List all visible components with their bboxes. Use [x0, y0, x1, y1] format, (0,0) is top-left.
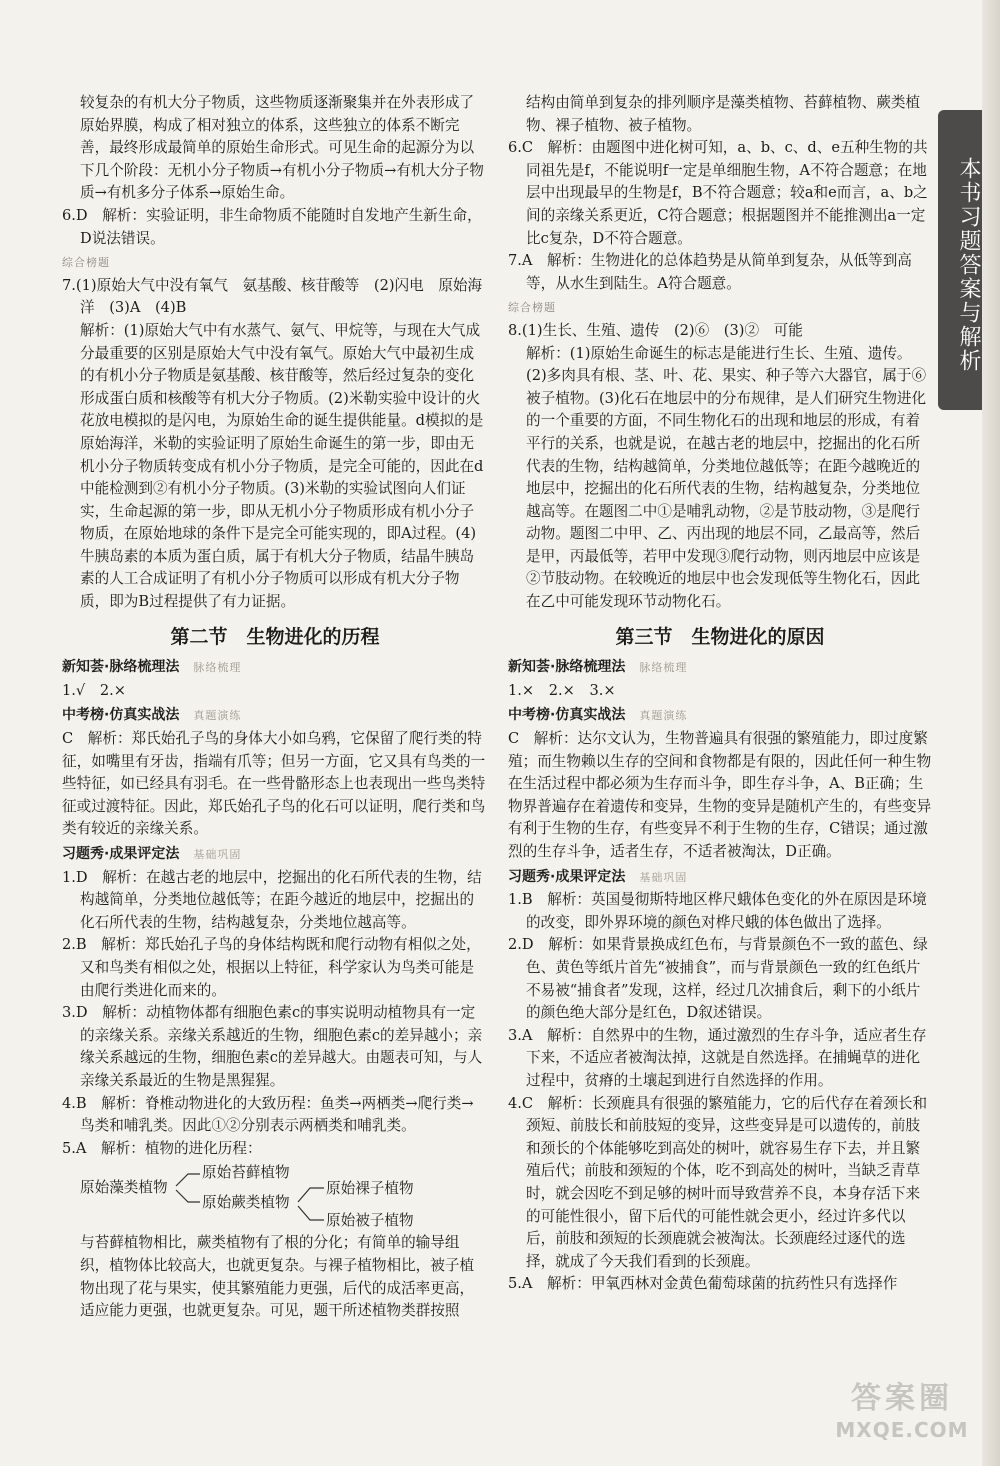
- answer-item: 4.B 解析：脊椎动物进化的大致历程：鱼类→两栖类→爬行类→鸟类和哺乳类。因此①②分别表示两栖类和哺乳类。: [62, 1094, 474, 1135]
- answer-item: 6.C 解析：由题图中进化树可知，a、b、c、d、e五种生物的共同祖先是f，不能说明f一定是单细胞生物，A不符合题意；在地层中出现最早的生物是f，B不符合题意；较a和e而言，a、b之间的亲缘关系更近，C符合题意；根据题图并不能推测出a一定比c复杂，D不符合题意。: [508, 139, 928, 247]
- answer-item: 4.C 解析：长颈鹿具有很强的繁殖能力，它的后代存在着颈长和颈短、前肢长和前肢短的变异，这些变异是可以遗传的，前肢和颈长的个体能够吃到高处的树叶，就容易生存下去，并且繁殖后代；前肢和颈短的个体，吃不到高处的树叶，当缺乏青草时，就会因吃不到足够的树叶而导致营养不良，本身存活下来的可能性很小，留下后代的可能性就会更小，经过许多代以后，前肢和颈短的长颈鹿就会被淘汰。长颈鹿经过逐代的选择，就成了今天我们看到的长颈鹿。: [508, 1094, 928, 1270]
- section-label: [62, 656, 488, 680]
- watermark-url: MXQE.COM: [835, 1418, 969, 1442]
- answer-item: 5.A 解析：甲氧西林对金黄色葡萄球菌的抗药性只有选择作: [508, 1275, 898, 1293]
- answer-item: 5.A 解析：植物的进化历程：: [62, 1139, 262, 1157]
- section-label-text: 中考榜·仿真实战法: [508, 707, 626, 724]
- section-label: [62, 704, 488, 728]
- tree-node-angio: 原始被子植物: [326, 1212, 414, 1230]
- tree-node-root: 原始藻类植物: [80, 1179, 168, 1197]
- tree-node-moss: 原始苔藓植物: [202, 1164, 290, 1182]
- section-tag: 真题演练: [639, 709, 688, 723]
- answer-item: 8.(1)生长、生殖、遗传 (2)⑥ (3)② 可能: [508, 321, 803, 339]
- answer-item: 1.B 解析：英国曼彻斯特地区桦尺蛾体色变化的外在原因是环境的改变，即外界环境的颜色对桦尺蛾的体色做出了选择。: [508, 891, 927, 931]
- section-label: [508, 866, 932, 890]
- section-label-text: 新知荟·脉络梳理法: [62, 659, 180, 676]
- section-tag: 真题演练: [193, 709, 242, 723]
- section-label: [508, 656, 932, 680]
- chapter-side-tab: 本书习题答案与解析: [938, 110, 982, 410]
- answer-explanation: 解析：(1)原始生命诞生的标志是能进行生长、生殖、遗传。(2)多肉具有根、茎、叶、花、果实、种子等六大器官，属于⑥被子植物。(3)化石在地层中的分布规律，是人们研究生物进化的一个重要的方面，不同生物化石的出现和地层的形成，有着平行的关系，也就是说，在越古老的地层中，挖掘出的化石所代表的生物，结构越简单，分类地位越低等；在距今越晚近的地层中，挖掘出的化石所代表的生物，结构越复杂，分类地位越高等。在题图二中①是哺乳动物，②是节肢动物，③是爬行动物。题图二中甲、乙、丙出现的地层不同，乙最高等，然后是甲，丙最低等，若甲中发现③爬行动物，则丙地层中应该是②节肢动物。在较晚近的地层中也会发现低等生物化石，因此在乙中可能发现环节动物化石。: [526, 344, 927, 611]
- section-label-text: 新知荟·脉络梳理法: [508, 659, 626, 676]
- section-label: [62, 843, 488, 867]
- paragraph: 结构由简单到复杂的排列顺序是藻类植物、苔藓植物、蕨类植物、裸子植物、被子植物。: [526, 94, 921, 134]
- section-tag: 脉络梳理: [193, 661, 242, 675]
- section-heading: 第三节 生物进化的原因: [615, 625, 825, 648]
- plant-evolution-diagram: [62, 1160, 488, 1232]
- section-caption: 综合榜题: [62, 256, 110, 270]
- tree-node-fern: 原始蕨类植物: [202, 1194, 290, 1212]
- left-column: [62, 92, 488, 1323]
- answer-item: 6.D 解析：实验证明，非生命物质不能随时自发地产生新生命，D说法错误。: [62, 206, 482, 247]
- answer-item: 7.(1)原始大气中没有氧气 氨基酸、核苷酸等 (2)闪电 原始海洋 (3)A (4)B: [62, 276, 483, 317]
- right-column: [508, 92, 932, 1296]
- answer-item: 7.A 解析：生物进化的总体趋势是从简单到复杂，从低等到高等，从水生到陆生。A符合题意。: [508, 252, 912, 292]
- section-heading: 第二节 生物进化的历程: [170, 625, 380, 648]
- page-edge: [982, 0, 1000, 1466]
- answer-item: 2.B 解析：郑氏始孔子鸟的身体结构既和爬行动物有相似之处，又和鸟类有相似之处，根据以上特征，科学家认为鸟类可能是由爬行类进化而来的。: [62, 936, 481, 999]
- section-label-text: 习题秀·成果评定法: [508, 868, 626, 885]
- answer-item: 3.D 解析：动植物体都有细胞色素c的事实说明动植物具有一定的亲缘关系。亲缘关系越近的生物，细胞色素c的差异越小；亲缘关系越远的生物，细胞色素c的差异越大。由题表可知，与人亲缘关系最近的生物是黑猩猩。: [62, 1004, 483, 1089]
- section-tag: 基础巩固: [639, 870, 688, 884]
- section-label: [508, 704, 932, 728]
- answer-line: 1.√ 2.×: [62, 681, 126, 699]
- watermark-logo-text: 答案圈: [851, 1381, 953, 1416]
- tree-node-gymno: 原始裸子植物: [326, 1180, 414, 1198]
- answer-item: 1.D 解析：在越古老的地层中，挖掘出的化石所代表的生物，结构越简单，分类地位越低等；在距今越近的地层中，挖掘出的化石所代表的生物，结构越复杂，分类地位越高等。: [62, 868, 482, 931]
- answer-explanation: 解析：(1)原始大气中有水蒸气、氨气、甲烷等，与现在大气成分最重要的区别是原始大气中没有氧气。原始大气中最初生成的有机小分子物质是氨基酸、核苷酸等，然后经过复杂的变化形成蛋白质和核酸等有机大分子物质。(2)米勒实验中设计的火花放电模拟的是闪电，为原始生命的诞生提供能量。d模拟的是原始海洋，米勒的实验证明了原始生命诞生的第一步，即由无机小分子物质转变成有机小分子物质，是完全可能的，因此在d中能检测到②有机小分子物质。(3)米勒的实验试图向人们证实，生命起源的第一步，即从无机小分子物质形成有机小分子物质，在原始地球的条件下是完全可能实现的，即A过程。(4)牛胰岛素的本质为蛋白质，属于有机大分子物质，结晶牛胰岛素的人工合成证明了有机小分子物质可以形成有机大分子物质，即为B过程提供了有力证据。: [80, 321, 484, 611]
- answer-item: 3.A 解析：自然界中的生物，通过激烈的生存斗争，适应者生存下来，不适应者被淘汰掉，这就是自然选择。在捕蝇草的进化过程中，贫瘠的土壤起到进行自然选择的作用。: [508, 1026, 927, 1089]
- paragraph: 较复杂的有机大分子物质，这些物质逐渐聚集并在外表形成了原始界膜，构成了相对独立的体系，这些独立的体系不断完善，最终形成最简单的原始生命形式。可见生命的起源分为以下几个阶段：无机小分子物质→有机小分子物质→有机大分子物质→有机多分子体系→原始生命。: [80, 94, 484, 202]
- section-tag: 脉络梳理: [639, 661, 688, 675]
- answer-line: 1.× 2.× 3.×: [508, 681, 616, 699]
- answer-item: 2.D 解析：如果背景换成红色布，与背景颜色不一致的蓝色、绿色、黄色等纸片首先“被捕食”，而与背景颜色一致的红色纸片不易被“捕食者”发现，这样，经过几次捕食后，剩下的小纸片的颜色绝大部分是红色，D叙述错误。: [508, 936, 928, 1022]
- section-label-text: 中考榜·仿真实战法: [62, 707, 180, 724]
- answer-explanation: C 解析：郑氏始孔子鸟的身体大小如乌鸦，它保留了爬行类的特征，如嘴里有牙齿，指端有爪等；但另一方面，它又具有鸟类的一些特征，如已经具有羽毛。在一些骨骼形态上也表现出一些鸟类特征或过渡特征。因此，郑氏始孔子鸟的化石可以证明，爬行类和鸟类有较近的亲缘关系。: [62, 730, 486, 838]
- answer-explanation: 与苔藓植物相比，蕨类植物有了根的分化；有简单的输导组织，植物体比较高大，也就更复杂。与裸子植物相比，被子植物出现了花与果实，使其繁殖能力更强，后代的成活率更高，适应能力更强，也就更复杂。可见，题干所述植物类群按照: [80, 1234, 475, 1320]
- answer-explanation: C 解析：达尔文认为，生物普遍具有很强的繁殖能力，即过度繁殖；而生物赖以生存的空间和食物都是有限的，因此任何一种生物在生活过程中都必须为生存而斗争，即生存斗争，A、B正确；生物界普遍存在着遗传和变异，生物的变异是随机产生的，有些变异有利于生物的生存，有些变异不利于生物的生存，C错误；通过激烈的生存斗争，适者生存，不适者被淘汰，D正确。: [508, 730, 932, 860]
- section-tag: 基础巩固: [193, 848, 242, 861]
- section-caption: 综合榜题: [508, 301, 556, 315]
- section-label-text: 习题秀·成果评定法: [62, 846, 180, 862]
- watermark-logo: [822, 1380, 982, 1452]
